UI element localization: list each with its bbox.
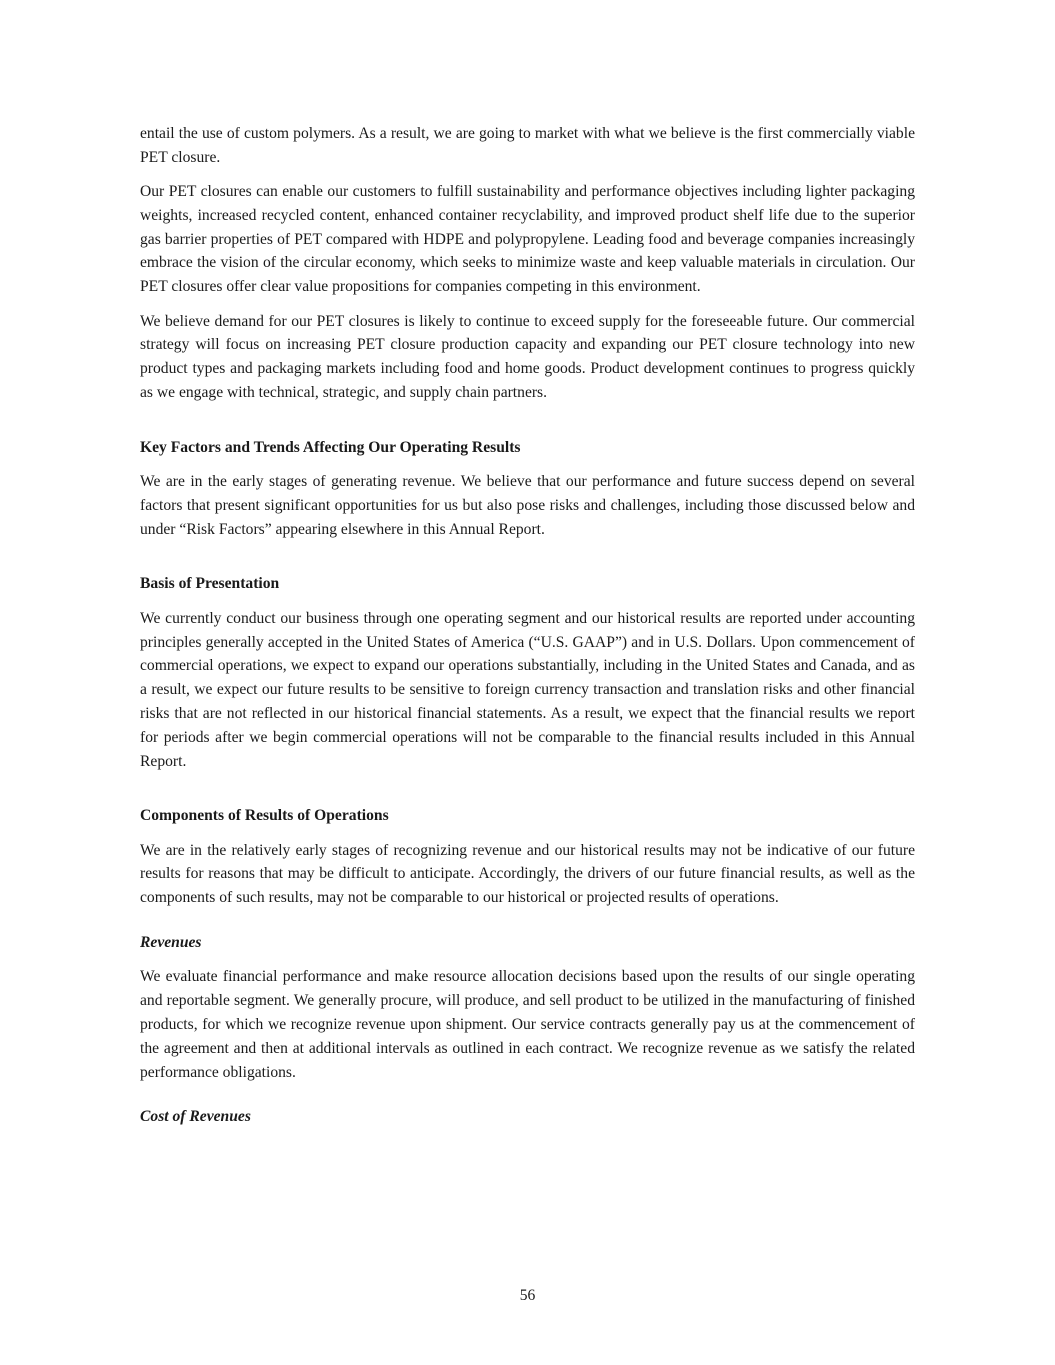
paragraph-pet-closures-benefits: Our PET closures can enable our customers to fulfill sustainability and performance objectives including lighter packaging weights, increased recycled content, enhanced container recyclability, and improved product shelf life due to the superior gas barrier properties of PET compared with HDPE and polypropylene. Leading food and beverage companies increasingly embrace the vision of the circular economy, which seeks to minimize waste and keep valuable materials in circulation. Our PET closures offer clear value propositions for companies competing in this environment.	[140, 183, 915, 296]
paragraph-revenues: We evaluate financial performance and make resource allocation decisions based upon the results of our single operating and reportable segment. We generally procure, will produce, and sell product to be utilized in the manufacturing of finished products, for which we recognize revenue upon shipment. Our service contracts generally pay us at the commencement of the agreement and then at additional intervals as outlined in each contract. We recognize revenue as we satisfy the related performance obligations.	[140, 968, 915, 1081]
page-number: 56	[519, 1287, 536, 1304]
subsection-heading-revenues: Revenues	[140, 934, 202, 952]
section-heading-basis: Basis of Presentation	[140, 575, 280, 593]
paragraph-intro-continuation: entail the use of custom polymers. As a result, we are going to market with what we believe is the first commercially viable PET closure.	[140, 125, 915, 166]
paragraph-basis: We currently conduct our business through one operating segment and our historical results are reported under accounting principles generally accepted in the United States of America (“U.S. GAAP”) and in U.S. Dollars. Upon commencement of commercial operations, we expect to expand our operations substantially, including in the United States and Canada, and as a result, we expect our future results to be sensitive to foreign currency transaction and translation risks and other financial risks that are not reflected in our historical financial statements. As a result, we expect that the financial results we report for periods after we begin commercial operations will not be comparable to the financial results included in this Annual Report.	[140, 609, 915, 770]
document-page	[140, 122, 915, 1129]
section-heading-key-factors: Key Factors and Trends Affecting Our Operating Results	[140, 438, 521, 456]
section-heading-components: Components of Results of Operations	[140, 807, 389, 825]
paragraph-demand-strategy: We believe demand for our PET closures is likely to continue to exceed supply for the foreseeable future. Our commercial strategy will focus on increasing PET closure production capacity and expanding our PET closure technology into new product types and packaging markets including food and home goods. Product development continues to progress quickly as we engage with technical, strategic, and supply chain partners.	[140, 312, 915, 401]
paragraph-components: We are in the relatively early stages of recognizing revenue and our historical results may not be indicative of our future results for reasons that may be difficult to anticipate. Accordingly, the drivers of our future financial results, as well as the components of such results, may not be comparable to our historical or projected results of operations.	[140, 841, 915, 907]
paragraph-key-factors: We are in the early stages of generating revenue. We believe that our performance and future success depend on several factors that present significant opportunities for us but also pose risks and challenges, including those discussed below and under “Risk Factors” appearing elsewhere in this Annual Report.	[140, 473, 915, 538]
subsection-heading-cost-of-revenues: Cost of Revenues	[140, 1108, 251, 1126]
